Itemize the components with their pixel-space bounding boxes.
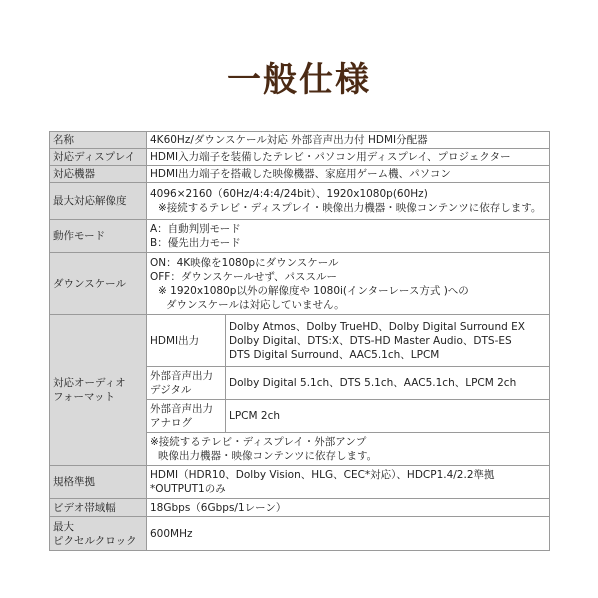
row-label-bandwidth: ビデオ帯域幅 — [50, 499, 147, 517]
table-row — [50, 466, 550, 499]
audio-value-analog: LPCM 2ch — [226, 400, 550, 433]
downscale-note: ※ 1920x1080p以外の解像度や 1080i(インターレース方式 )への — [158, 284, 469, 297]
row-label-audio: 対応オーディオ フォーマット — [50, 315, 147, 466]
row-value-downscale — [147, 253, 550, 315]
row-value-mode — [147, 220, 550, 253]
audio-value-hdmi: Dolby Atmos、Dolby TrueHD、Dolby Digital Surround EX Dolby Digital、DTS:X、DTS-HD Master Audio、DTS-ES DTS Digital Surround、AAC5.1ch、LPCM — [226, 315, 550, 367]
audio-note: ※接続するテレビ・ディスプレイ・外部アンプ 映像出力機器・映像コンテンツに依存します。 — [147, 433, 550, 466]
mode-line: B：優先出力モード — [150, 237, 241, 249]
audio-value-digital: Dolby Digital 5.1ch、DTS 5.1ch、AAC5.1ch、LPCM 2ch — [226, 367, 550, 400]
table-row — [50, 149, 550, 166]
table-row — [50, 183, 550, 220]
downscale-note: ダウンスケールは対応していません。 — [166, 298, 345, 311]
row-label-resolution: 最大対応解像度 — [50, 183, 147, 220]
row-value-name: 4K60Hz/ダウンスケール対応 外部音声出力付 HDMI分配器 — [147, 132, 550, 149]
table-row — [50, 132, 550, 149]
resolution-note: ※接続するテレビ・ディスプレイ・映像出力機器・映像コンテンツに依存します。 — [158, 202, 542, 214]
table-row — [50, 166, 550, 183]
row-label-mode: 動作モード — [50, 220, 147, 253]
table-row — [50, 517, 550, 551]
table-row — [50, 315, 550, 367]
spec-table — [49, 131, 550, 551]
audio-sub-label-hdmi: HDMI出力 — [147, 315, 226, 367]
row-label-standard: 規格準拠 — [50, 466, 147, 499]
row-label-device: 対応機器 — [50, 166, 147, 183]
row-value-bandwidth: 18Gbps（6Gbps/1レーン） — [147, 499, 550, 517]
audio-sub-label-analog: 外部音声出力 アナログ — [147, 400, 226, 433]
page-title: 一般仕様 — [227, 60, 371, 100]
row-label-clock: 最大 ピクセルクロック — [50, 517, 147, 551]
row-label-downscale: ダウンスケール — [50, 253, 147, 315]
mode-line: A：自動判別モード — [150, 223, 241, 235]
audio-sub-label-digital: 外部音声出力 デジタル — [147, 367, 226, 400]
row-value-resolution — [147, 183, 550, 220]
row-label-name: 名称 — [50, 132, 147, 149]
row-value-display: HDMI入力端子を装備したテレビ・パソコン用ディスプレイ、プロジェクター — [147, 149, 550, 166]
row-value-standard: HDMI（HDR10、Dolby Vision、HLG、CEC*対応）、HDCP1.4/2.2準拠 *OUTPUT1のみ — [147, 466, 550, 499]
table-row — [50, 220, 550, 253]
downscale-line: OFF：ダウンスケールせず、パススルー — [150, 270, 337, 283]
row-value-clock: 600MHz — [147, 517, 550, 551]
row-label-display: 対応ディスプレイ — [50, 149, 147, 166]
resolution-line: 4096×2160（60Hz/4:4:4/24bit）、1920x1080p(60Hz) — [150, 188, 428, 200]
row-value-device: HDMI出力端子を搭載した映像機器、家庭用ゲーム機、パソコン — [147, 166, 550, 183]
table-row — [50, 253, 550, 315]
table-row — [50, 499, 550, 517]
downscale-line: ON：4K映像を1080pにダウンスケール — [150, 256, 339, 269]
